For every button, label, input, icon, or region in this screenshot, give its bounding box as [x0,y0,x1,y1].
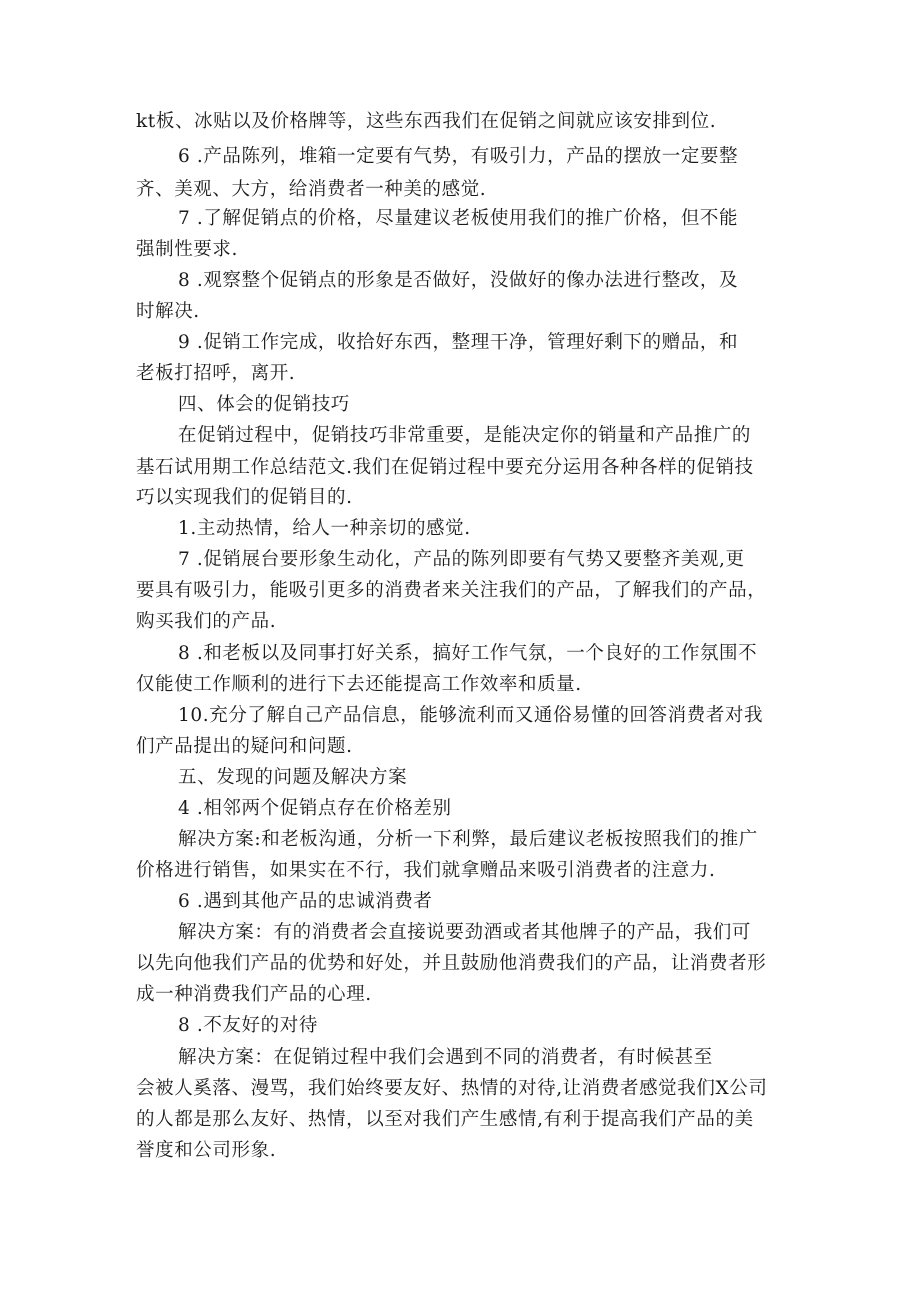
paragraph-line: 的人都是那么友好、热情，以至对我们产生感情,有利于提高我们产品的美 [136,1109,754,1130]
paragraph-line: 誉度和公司形象. [136,1140,277,1161]
paragraph-line: 仅能使工作顺利的进行下去还能提高工作效率和质量. [136,674,582,695]
paragraph-line: 强制性要求. [136,239,238,260]
list-item-line: 8 .观察整个促销点的形象是否做好，没做好的像办法进行整改，及 [178,270,739,291]
list-item-line: 4 .相邻两个促销点存在价格差别 [178,798,452,819]
paragraph-line: 会被人奚落、漫骂，我们始终要友好、热情的对待,让消费者感觉我们X公司 [136,1078,768,1099]
list-item-line: 6 .遇到其他产品的忠诚消费者 [178,891,433,912]
paragraph-line: 时解决. [136,301,200,322]
list-item-line: 7 .了解促销点的价格，尽量建议老板使用我们的推广价格，但不能 [178,208,739,229]
list-item-line: 9 .促销工作完成，收拾好东西，整理干净，管理好剩下的赠品，和 [178,332,739,353]
paragraph-line: 解决方案：在促销过程中我们会遇到不同的消费者，有时候甚至 [178,1047,713,1068]
list-item-line: 8 .不友好的对待 [178,1015,318,1036]
paragraph-line: 要具有吸引力，能吸引更多的消费者来关注我们的产品，了解我们的产品， [136,580,767,601]
section-heading: 四、体会的促销技巧 [178,394,350,415]
list-item-line: 10.充分了解自己产品信息，能够流利而又通俗易懂的回答消费者对我 [178,705,764,726]
paragraph-line: 成一种消费我们产品的心理. [136,984,372,1005]
list-item-line: 1.主动热情，给人一种亲切的感觉. [178,518,471,539]
paragraph-line: 解决方案:和老板沟通，分析一下利弊，最后建议老板按照我们的推广 [178,829,758,850]
list-item-line: 8 .和老板以及同事打好关系，搞好工作气氛，一个良好的工作氛围不 [178,643,758,664]
paragraph-line: 在促销过程中，促销技巧非常重要，是能决定你的销量和产品推广的 [178,425,752,446]
list-item-line: 6 .产品陈列，堆箱一定要有气势，有吸引力，产品的摆放一定要整 [178,146,739,167]
list-item-line: 7 .促销展台要形象生动化，产品的陈列即要有气势又要整齐美观,更 [178,549,745,570]
paragraph-line: 巧以实现我们的促销目的. [136,487,353,508]
section-heading: 五、发现的问题及解决方案 [178,767,408,788]
paragraph-line: 购买我们的产品. [136,611,277,632]
paragraph-line: kt板、冰贴以及价格牌等，这些东西我们在促销之间就应该安排到位. [136,111,717,132]
paragraph-line: 解决方案：有的消费者会直接说要劲酒或者其他牌子的产品，我们可 [178,922,752,943]
paragraph-line: 价格进行销售，如果实在不行，我们就拿赠品来吸引消费者的注意力. [136,860,716,881]
paragraph-line: 齐、美观、大方，给消费者一种美的感觉. [136,179,487,200]
paragraph-line: 基石试用期工作总结范文.我们在促销过程中要充分运用各种各样的促销技 [136,457,754,478]
paragraph-line: 老板打招呼，离开. [136,363,296,384]
paragraph-line: 们产品提出的疑问和问题. [136,736,353,757]
paragraph-line: 以先向他我们产品的优势和好处，并且鼓励他消费我们的产品，让消费者形 [136,953,767,974]
